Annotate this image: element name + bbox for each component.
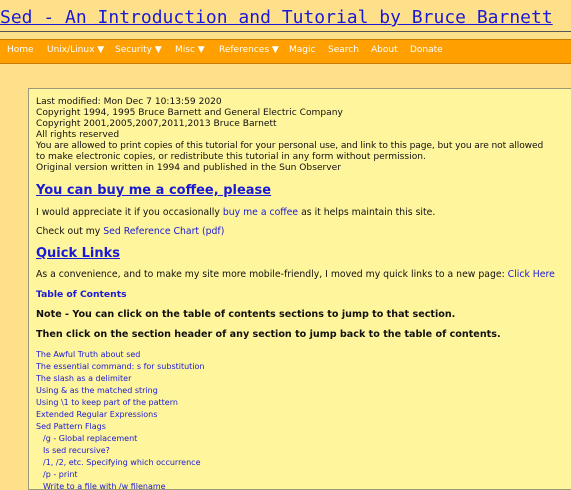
toc-item[interactable]: Is sed recursive? [43,446,110,455]
nav-security[interactable]: Security ▼ [115,45,162,55]
copyright-line: Copyright 2001,2005,2007,2011,2013 Bruce Barnett [36,119,277,129]
coffee-paragraph [36,207,435,218]
quick-links-text: As a convenience, and to make my site more mobile-friendly, I moved my quick links to a new page: [36,269,508,280]
permission-notice: to make electronic copies, or redistribute this tutorial in any form without permission. [36,152,426,162]
toc-item[interactable]: The slash as a delimiter [36,374,132,383]
coffee-text: as it helps maintain this site. [298,207,436,218]
toc-item[interactable]: Extended Regular Expressions [36,410,158,419]
original-publication: Original version written in 1994 and published in the Sun Observer [36,163,341,173]
click-here-link[interactable]: Click Here [507,269,555,280]
quick-links-paragraph [36,269,555,280]
nav-about[interactable]: About [371,45,398,55]
quick-links-heading[interactable]: Quick Links [36,246,121,261]
rights-notice: All rights reserved [36,130,120,140]
site-title[interactable]: Sed - An Introduction and Tutorial by Bruce Barnett [0,7,553,28]
nav-misc[interactable]: Misc ▼ [175,45,205,55]
coffee-text: I would appreciate it if you occasionally [36,207,223,218]
title-divider [0,31,571,32]
copyright-line: Copyright 1994, 1995 Bruce Barnett and General Electric Company [36,108,343,118]
toc-item[interactable]: /g - Global replacement [43,434,138,443]
nav-donate[interactable]: Donate [410,45,443,55]
chart-text: Check out my [36,226,104,237]
nav-unix-linux[interactable]: Unix/Linux ▼ [47,45,105,55]
toc-item[interactable]: The essential command: s for substitution [36,362,205,371]
last-modified: Last modified: Mon Dec 7 10:13:59 2020 [36,97,222,107]
toc-item[interactable]: /p - print [43,470,78,479]
toc-note: Then click on the section header of any section to jump back to the table of contents. [36,329,501,340]
nav-references[interactable]: References ▼ [219,45,279,55]
sed-chart-link[interactable]: Sed Reference Chart (pdf) [103,226,225,237]
toc-item[interactable]: The Awful Truth about sed [36,350,141,359]
main-content [28,88,571,490]
nav-magic[interactable]: Magic [289,45,316,55]
toc-heading[interactable]: Table of Contents [36,289,127,300]
toc-item[interactable]: /1, /2, etc. Specifying which occurrence [43,458,201,467]
nav-search[interactable]: Search [328,45,359,55]
permission-notice: You are allowed to print copies of this tutorial for your personal use, and link to this page, but you are not allowed [36,141,544,151]
buy-coffee-link[interactable]: buy me a coffee [222,207,299,218]
chart-paragraph [36,226,224,237]
toc-note: Note - You can click on the table of contents sections to jump to that section. [36,309,456,320]
nav-home[interactable]: Home [7,45,34,55]
coffee-heading[interactable]: You can buy me a coffee, please [36,183,272,198]
toc-item[interactable]: Sed Pattern Flags [36,422,106,431]
toc-item[interactable]: Using & as the matched string [36,386,158,395]
toc-item[interactable]: Using \1 to keep part of the pattern [36,398,178,407]
toc-item[interactable]: Write to a file with /w filename [43,482,166,490]
nav-bar [0,39,571,64]
